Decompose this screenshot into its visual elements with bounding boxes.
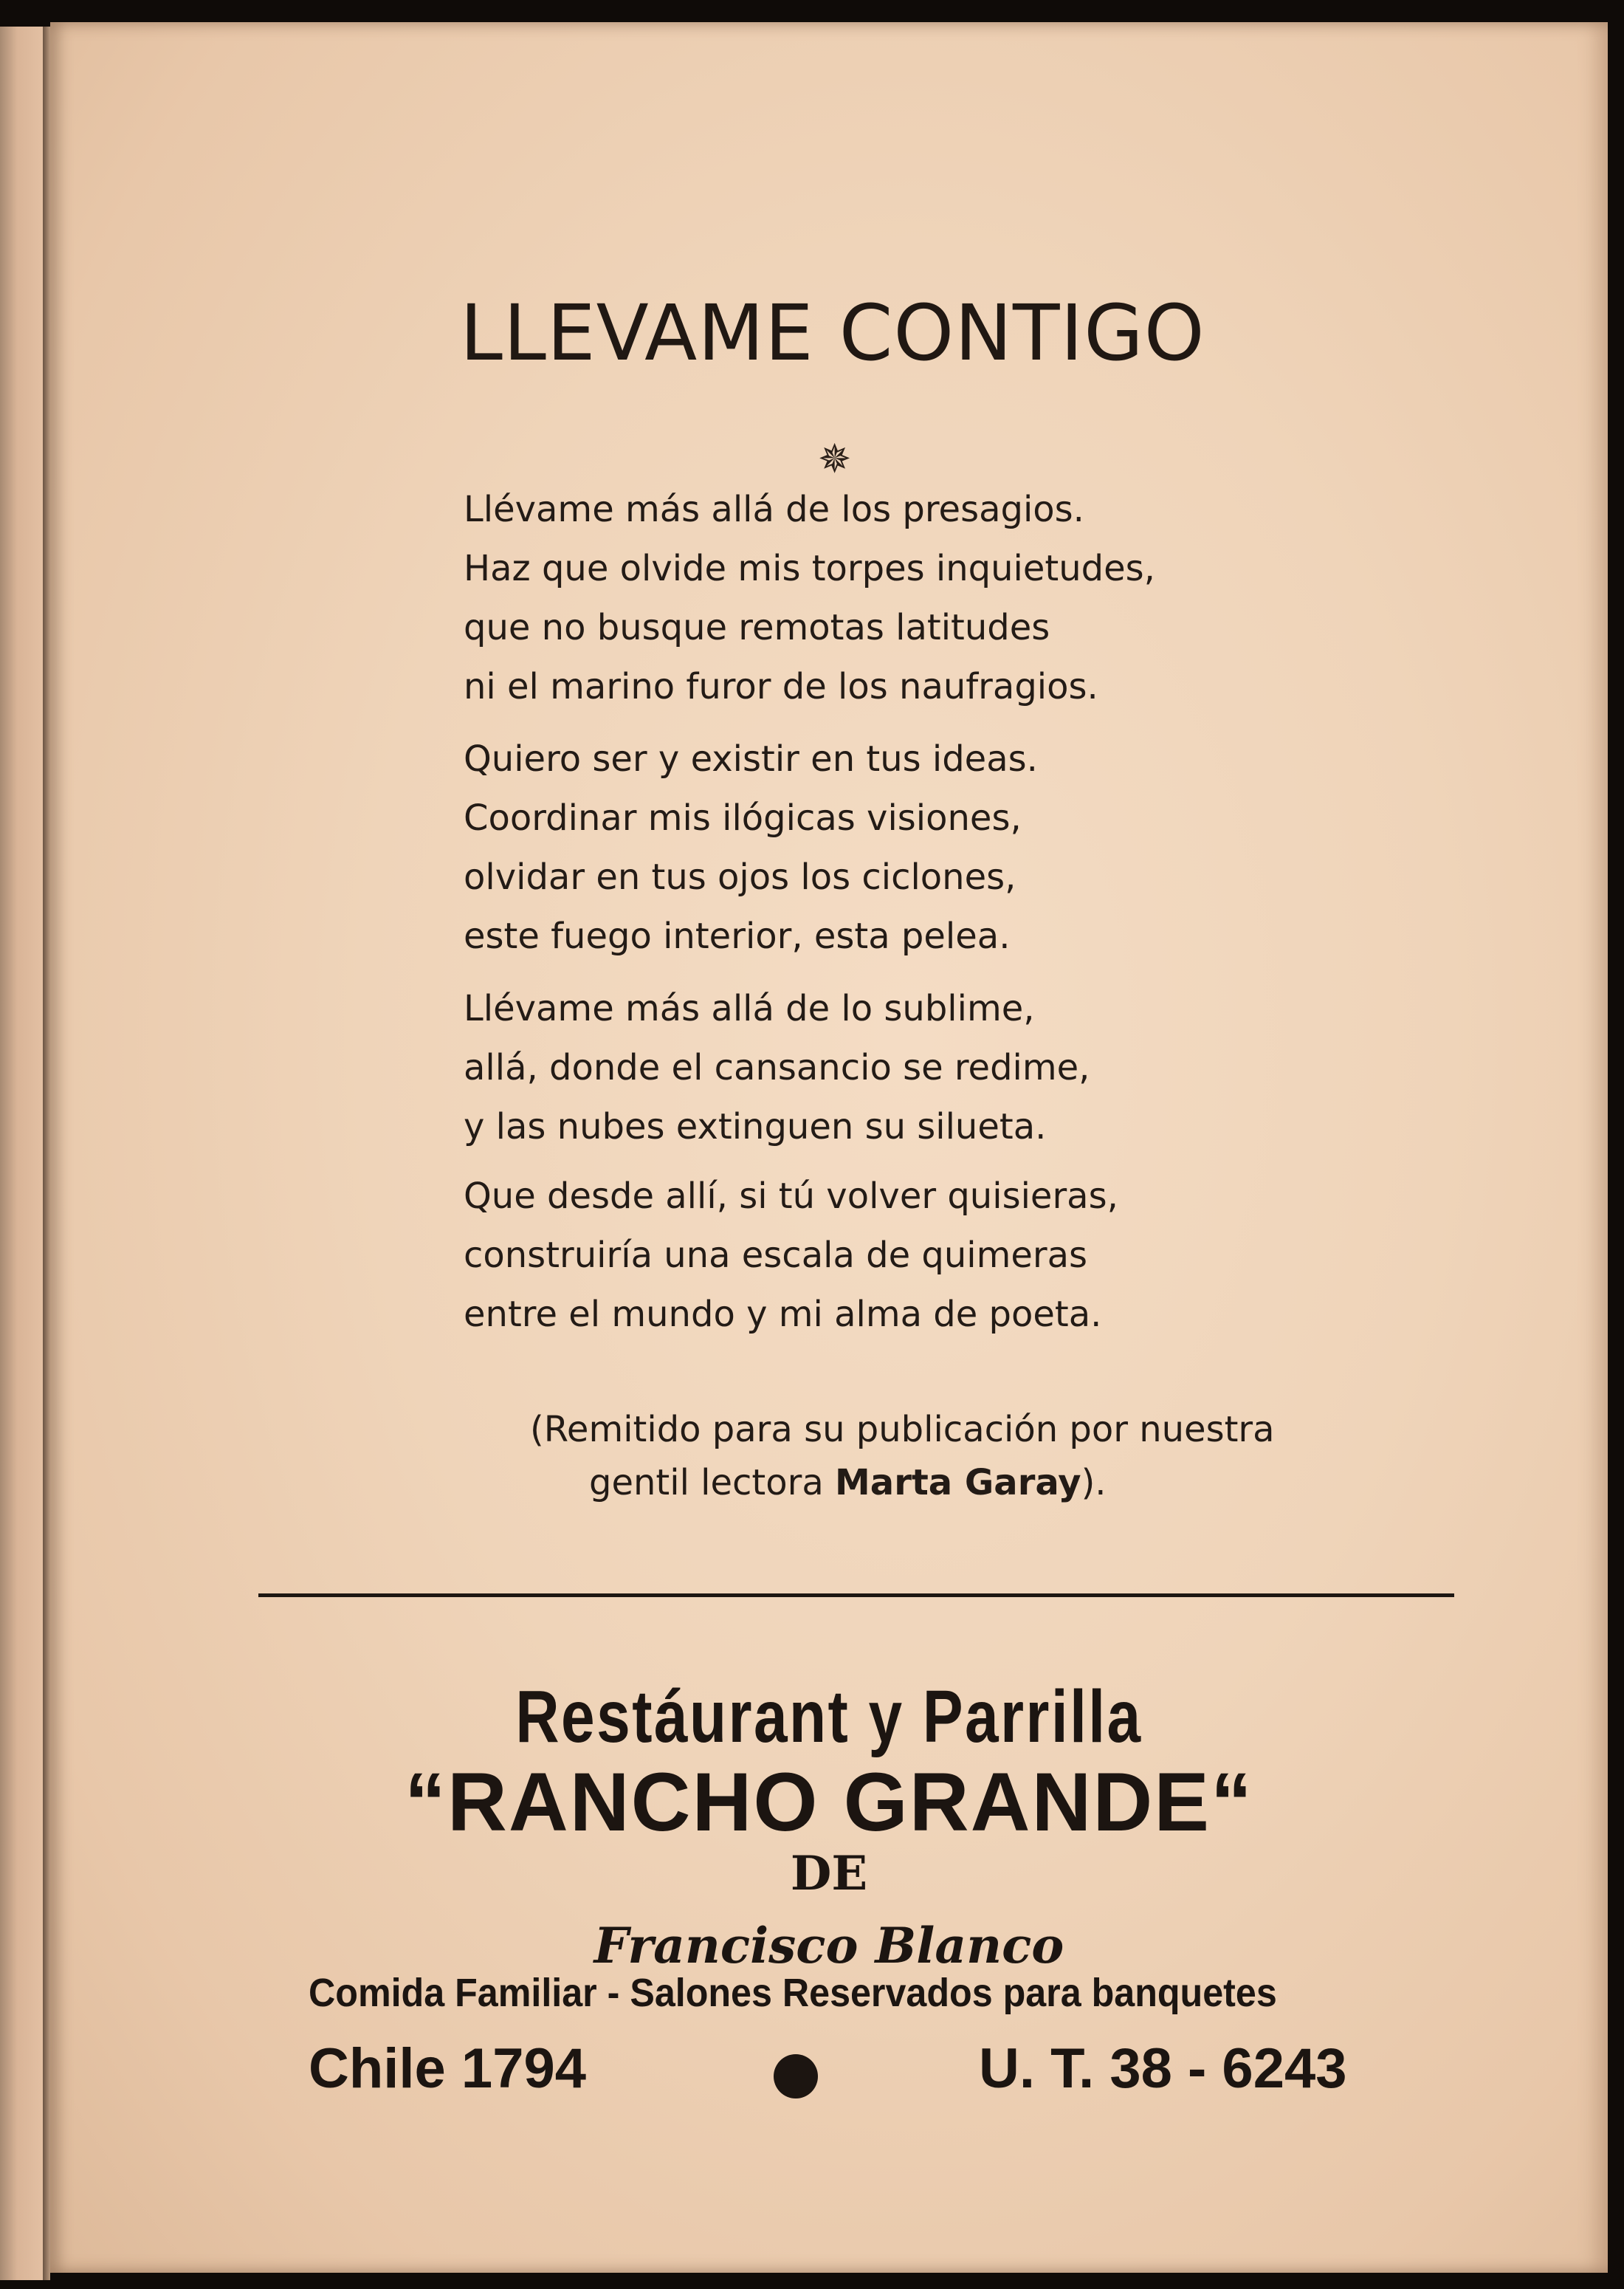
ornament-icon: ✵	[818, 436, 852, 482]
credit-suffix: ).	[1081, 1462, 1107, 1503]
credit-line-1: (Remitido para su publicación por nuestra	[530, 1409, 1275, 1450]
section-divider	[258, 1593, 1454, 1597]
advert-address: Chile 1794	[309, 2037, 586, 2100]
bullet-icon	[774, 2054, 818, 2098]
poem-line: Haz que olvide mis torpes inquietudes,	[464, 548, 1155, 589]
advert-phone: U. T. 38 - 6243	[979, 2037, 1347, 2100]
advert-name: “RANCHO GRANDE“	[405, 1756, 1253, 1848]
advert-restaurant-line: Restáurant y Parrilla	[515, 1675, 1143, 1758]
poem-line: Quiero ser y existir en tus ideas.	[464, 738, 1038, 780]
poem-line: entre el mundo y mi alma de poeta.	[464, 1294, 1102, 1335]
advert-services: Comida Familiar - Salones Reservados para banquetes	[309, 1971, 1277, 2015]
advert-de: DE	[790, 1846, 868, 1901]
credit-author: Marta Garay	[835, 1462, 1081, 1503]
advert-owner: Francisco Blanco	[593, 1917, 1064, 1974]
stanza-3	[464, 979, 1090, 1156]
poem-line: Llévame más allá de lo sublime,	[464, 988, 1035, 1029]
poem-title: LLEVAME CONTIGO	[460, 288, 1205, 378]
stanza-1	[464, 480, 1155, 716]
poem-line: allá, donde el cansancio se redime,	[464, 1047, 1090, 1088]
previous-page-edge	[0, 27, 43, 2280]
poem-line: y las nubes extinguen su silueta.	[464, 1106, 1047, 1147]
magazine-page	[50, 22, 1608, 2273]
stanza-4	[464, 1167, 1118, 1344]
book-gutter	[43, 27, 50, 2280]
stanza-2	[464, 730, 1038, 966]
poem-line: Coordinar mis ilógicas visiones,	[464, 797, 1022, 839]
poem-line: olvidar en tus ojos los ciclones,	[464, 857, 1016, 898]
poem-line: este fuego interior, esta pelea.	[464, 916, 1011, 957]
credit-line-2	[530, 1456, 1275, 1509]
poem-line: ni el marino furor de los naufragios.	[464, 666, 1098, 707]
poem-line: Llévame más allá de los presagios.	[464, 489, 1084, 530]
poem-line: que no busque remotas latitudes	[464, 607, 1050, 648]
poem-line: construiría una escala de quimeras	[464, 1235, 1088, 1276]
credit-prefix: gentil lectora	[589, 1462, 836, 1503]
poem-credit	[530, 1403, 1275, 1509]
poem-line: Que desde allí, si tú volver quisieras,	[464, 1176, 1118, 1217]
